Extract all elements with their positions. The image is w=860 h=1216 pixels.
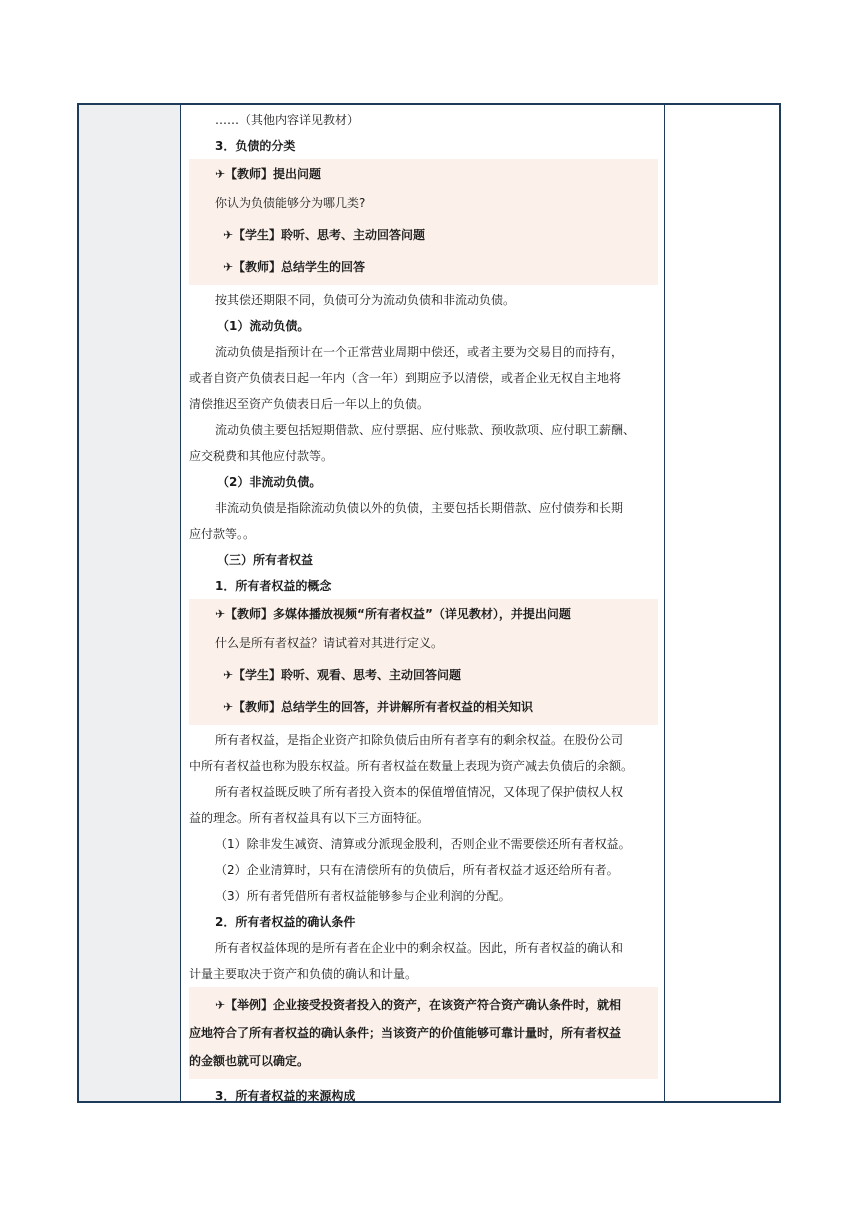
teacher-prompt: ✈【教师】提出问题: [215, 167, 322, 181]
right-column: [664, 105, 779, 1101]
text-line: 按其偿还期限不同，负债可分为流动负债和非流动负债。: [215, 293, 516, 307]
text-line: 非流动负债是指除流动负债以外的负债，主要包括长期借款、应付债券和长期: [215, 501, 624, 515]
sub-heading: （1）流动负债。: [217, 319, 310, 333]
list-item: （3）所有者凭借所有者权益能够参与企业利润的分配。: [215, 889, 511, 903]
text-line: 应付款等。。: [189, 527, 256, 541]
sub-heading: （2）非流动负债。: [217, 475, 322, 489]
list-item: （2）企业清算时，只有在清偿所有的负债后，所有者权益才返还给所有者。: [215, 863, 619, 877]
section-heading: 2．所有者权益的确认条件: [215, 915, 356, 929]
text-line: 所有者权益，是指企业资产扣除负债后由所有者享有的剩余权益。在股份公司: [215, 733, 624, 747]
question-text: 你认为负债能够分为哪几类?: [215, 196, 366, 210]
example-text: 应地符合了所有者权益的确认条件；当该资产的价值能够可靠计量时，所有者权益: [189, 1026, 622, 1040]
student-prompt: ✈【学生】聆听、思考、主动回答问题: [223, 228, 426, 242]
teacher-summary-prompt: ✈【教师】总结学生的回答，并讲解所有者权益的相关知识: [223, 700, 534, 714]
text-line: 流动负债主要包括短期借款、应付票据、应付账款、预收款项、应付职工薪酬、: [215, 423, 636, 437]
text-line: 清偿推迟至资产负债表日后一年以上的负债。: [189, 397, 430, 411]
list-item: （1）除非发生减资、清算或分派现金股利，否则企业不需要偿还所有者权益。: [215, 837, 631, 851]
section-heading: 1．所有者权益的概念: [215, 579, 332, 593]
section-heading: 3．负债的分类: [215, 139, 296, 153]
example-text: 的金额也就可以确定。: [189, 1054, 310, 1068]
text-line: ……（其他内容详见教材）: [215, 113, 360, 127]
teacher-question-block: [189, 159, 658, 285]
teacher-video-block: [189, 599, 658, 725]
text-line: 计量主要取决于资产和负债的确认和计量。: [189, 967, 418, 981]
student-prompt: ✈【学生】聆听、观看、思考、主动回答问题: [223, 668, 462, 682]
section-heading: （三）所有者权益: [217, 553, 314, 567]
text-line: 所有者权益既反映了所有者投入资本的保值增值情况，又体现了保护债权人权: [215, 785, 624, 799]
left-column: [79, 105, 181, 1101]
example-block: [189, 987, 658, 1079]
text-line: 或者自资产负债表日起一年内（含一年）到期应予以清偿，或者企业无权自主地将: [189, 371, 622, 385]
text-line: 流动负债是指预计在一个正常营业周期中偿还，或者主要为交易目的而持有，: [215, 345, 624, 359]
text-line: 应交税费和其他应付款等。: [189, 449, 334, 463]
content-column: [181, 105, 666, 1101]
teacher-summary-prompt: ✈【教师】总结学生的回答: [223, 260, 366, 274]
question-text: 什么是所有者权益？请试着对其进行定义。: [215, 636, 444, 650]
text-line: 益的理念。所有者权益具有以下三方面特征。: [189, 811, 430, 825]
text-line: 所有者权益体现的是所有者在企业中的剩余权益。因此，所有者权益的确认和: [215, 941, 624, 955]
section-heading: 3．所有者权益的来源构成: [215, 1089, 356, 1103]
lesson-table: [77, 103, 781, 1103]
text-line: 中所有者权益也称为股东权益。所有者权益在数量上表现为资产减去负债后的余额。: [189, 759, 634, 773]
example-text: ✈【举例】企业接受投资者投入的资产，在该资产符合资产确认条件时，就相: [215, 998, 622, 1012]
teacher-prompt: ✈【教师】多媒体播放视频“所有者权益”（详见教材），并提出问题: [215, 607, 571, 621]
